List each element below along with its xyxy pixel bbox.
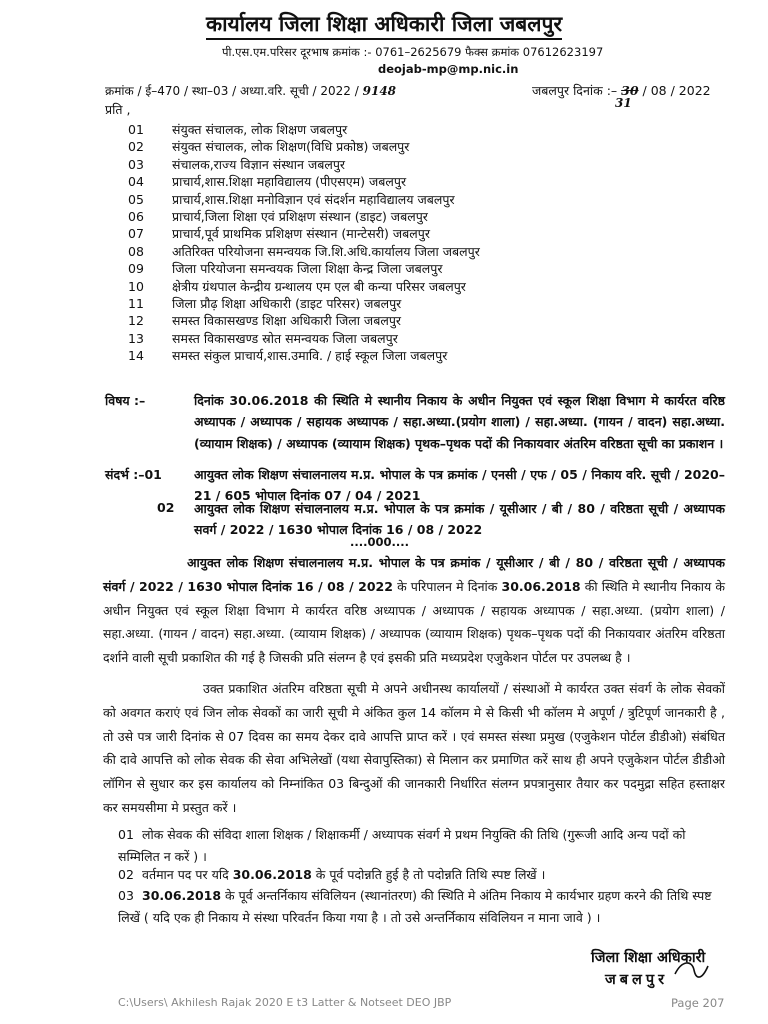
recipient-item [128,208,428,225]
recipient-text: संयुक्त संचालक, लोक शिक्षण जबलपुर [172,122,348,137]
recipient-text: प्राचार्य,पूर्व प्राथमिक प्रशिक्षण संस्थान (मान्टेसरी) जबलपुर [172,226,430,242]
handwritten-number: 9148 [362,84,397,98]
recipient-number: 10 [128,278,144,294]
recipient-number: 06 [128,209,144,224]
point-2: 02 वर्तमान पद पर यदि 30.06.2018 के पूर्व पदोन्नति हुई है तो पदोन्नति तिथि स्पष्ट लिखें । [118,867,546,882]
recipient-text: प्राचार्य,शास.शिक्षा महाविद्यालय (पीएसएम) जबलपुर [172,174,407,190]
body-paragraph-1: आयुक्त लोक शिक्षण संचालनालय म.प्र. भोपाल के पत्र क्रमांक / यूसीआर / बी / 80 / वरिष्ठता सूची / अध्यापक संवर्ग / 2022 / 1630 भोपाल दिनांक 16 / 08 / 2022 के परिपालन मे दिनांक 30.06.2018 की स्थिति मे स्थानीय निकाय के अधीन नियुक्त एवं स्कूल शिक्षा विभाग मे कार्यरत वरिष्ठ अध्यापक / अध्यापक / सहायक अध्यापक / सहा.अध्या. (प्रयोग शाला) / सहा.अध्या. (गायन / वादन) सहा.अध्या. (व्यायाम शिक्षक) / अध्यापक (व्यायाम शिक्षक) पृथक–पृथक पदों की निकायवार अंतरिम वरिष्ठता दर्शाने वाली सूची प्रकाशित की गई है जिसकी प्रति संलग्न है एवं इसकी प्रति मध्यप्रदेश एजुकेशन पोर्टल पर उपलब्ध है । [103,555,726,666]
point-1: 01 लोक सेवक की संविदा शाला शिक्षक / शिक्षाकर्मी / अध्यापक संवर्ग मे प्रथम नियुक्ति की तिथि (गुरूजी आदि अन्य पदों को सम्मिलित न करें ) । [118,827,686,864]
recipient-text: जिला प्रौढ़ शिक्षा अधिकारी (डाइट परिसर) जबलपुर [172,296,402,311]
recipient-item [128,295,401,312]
recipient-text: क्षेत्रीय ग्रंथपाल केन्द्रीय ग्रन्थालय एम एल बी कन्या परिसर जबलपुर [172,278,466,294]
recipient-item [128,173,406,190]
recipient-text: अतिरिक्त परियोजना समन्वयक जि.शि.अधि.कार्यालय जिला जबलपुर [172,243,480,259]
page-number: Page 207 [671,996,725,1010]
recipient-number: 04 [128,174,144,190]
email-line: deojab-mp@mp.nic.in [378,62,519,76]
letter-date: जबलपुर दिनांक :– 30 / 08 / 2022 [532,83,711,98]
reference-number: क्रमांक / ई–470 / स्था–03 / अध्या.वरि. सूची / 2022 / 9148 [105,84,397,98]
recipient-number: 12 [128,313,144,329]
recipient-item [128,278,466,295]
recipient-text: समस्त विकासखण्ड शिक्षा अधिकारी जिला जबलपुर [172,313,402,329]
recipient-number: 13 [128,330,144,346]
reference-label-1: संदर्भ :–01 [105,467,162,482]
recipient-number: 11 [128,296,144,311]
recipient-number: 09 [128,261,144,277]
footer-path: C:\Users\ Akhilesh Rajak 2020 E t3 Latter & Notseet DEO JBP [118,996,452,1009]
reference-text-1: आयुक्त लोक शिक्षण संचालनालय म.प्र. भोपाल के पत्र क्रमांक / एनसी / एफ / 05 / निकाय वरि. सूची / 2020–21 / 605 भोपाल दिनांक 07 / 04 / 2021 [194,467,725,504]
recipient-number: 02 [128,139,144,155]
recipient-number: 08 [128,243,144,259]
recipient-text: संयुक्त संचालक, लोक शिक्षण(विधि प्रकोष्ठ) जबलपुर [172,139,410,155]
signature-scribble [672,958,712,982]
handwritten-date: 31 [615,96,632,110]
recipient-number: 05 [128,191,144,207]
recipient-item [128,243,480,260]
contact-line: पी.एस.एम.परिसर दूरभाष क्रमांक :- 0761–2625679 फैक्स क्रमांक 07612623197 [222,45,604,59]
recipient-item [128,347,447,364]
separator: ....000.... [350,535,409,549]
recipient-item [128,330,398,347]
recipient-item [128,121,347,138]
reference-label-2: 02 [157,500,175,515]
recipient-text: समस्त विकासखण्ड स्रोत समन्वयक जिला जबलपुर [172,330,398,346]
recipient-text: संचालक,राज्य विज्ञान संस्थान जबलपुर [172,156,346,172]
point-3: 03 30.06.2018 के पूर्व अन्तर्निकाय संविलियन (स्थानांतरण) की स्थिति मे अंतिम निकाय मे कार्यभार ग्रहण करने की तिथि स्पष्ट लिखें ( यदि एक ही निकाय मे संस्था परिवर्तन किया गया है । तो उसे अन्तर्निकाय संविलियन न माना जावे ) । [118,888,712,925]
recipient-text: जिला परियोजना समन्वयक जिला शिक्षा केन्द्र जिला जबलपुर [172,261,443,277]
recipient-item [128,260,442,277]
reference-text-2: आयुक्त लोक शिक्षण संचालनालय म.प्र. भोपाल के पत्र क्रमांक / यूसीआर / बी / 80 / वरिष्ठता सूची / अध्यापक सवर्ग / 2022 / 1630 भोपाल दिनांक 16 / 08 / 2022 [194,501,725,538]
recipient-number: 03 [128,156,144,172]
signature-place: जबलपुर [605,972,669,988]
recipient-item [128,191,455,208]
subject-text: दिनांक 30.06.2018 की स्थिति मे स्थानीय निकाय के अधीन नियुक्त एवं स्कूल शिक्षा विभाग मे कार्यरत वरिष्ठ अध्यापक / अध्यापक / सहायक अध्यापक / सहा.अध्या.(प्रयोग शाला) / सहा.अध्या. (गायन / वादन) सहा.अध्या.(व्यायाम शिक्षक) / अध्यापक (व्यायाम शिक्षक) पृथक–पृथक पदों की निकायवार अंतरिम वरिष्ठता सूची का प्रकाशन । [194,393,725,451]
recipient-item [128,312,401,329]
recipient-number: 14 [128,348,144,364]
signature-title: जिला शिक्षा अधिकारी [591,950,706,966]
recipient-number: 07 [128,226,144,242]
recipient-item [128,138,409,155]
recipient-number: 01 [128,122,144,137]
office-title: कार्यालय जिला शिक्षा अधिकारी जिला जबलपुर [0,10,768,38]
subject-label: विषय :– [105,393,146,408]
recipient-item [128,225,430,242]
to-label: प्रति , [105,102,131,117]
recipient-item [128,156,345,173]
date-day: 30 [621,83,639,98]
recipient-text: प्राचार्य,शास.शिक्षा मनोविज्ञान एवं संदर्शन महाविद्यालय जबलपुर [172,191,455,207]
recipient-text: प्राचार्य,जिला शिक्षा एवं प्रशिक्षण संस्थान (डाइट) जबलपुर [172,209,428,224]
body-paragraph-2: उक्त प्रकाशित अंतरिम वरिष्ठता सूची मे अपने अधीनस्थ कार्यालयों / संस्थाओं मे कार्यरत उक्त संवर्ग के लोक सेवकों को अवगत कराएं एवं जिन लोक सेवकों का जारी सूची मे अंकित कुल 14 कॉलम मे से किसी भी कॉलम मे अपूर्ण / त्रुटिपूर्ण जानकारी है , तो उसे पत्र जारी दिनांक से 07 दिवस का समय देकर दावे आपत्ति प्राप्त करें । एवं समस्त संस्था प्रमुख (एजुकेशन पोर्टल डीडीओ) संबंधित की दावे आपत्ति को लोक सेवक की सेवा अभिलेखों (यथा सेवापुस्तिका) से मिलान कर प्रमाणित करें साथ ही अपने एजुकेशन पोर्टल डीडीओ लॉगिन से सुधार कर इस कार्यालय को निम्नांकित 03 बिन्दुओं की जानकारी निर्धारित संलग्न प्रपत्रानुसार तैयार कर पदमुद्रा सहित हस्ताक्षर कर समयसीमा मे प्रस्तुत करें । [103,681,725,815]
recipient-text: समस्त संकुल प्राचार्य,शास.उमावि. / हाई स्कूल जिला जबलपुर [172,348,448,364]
